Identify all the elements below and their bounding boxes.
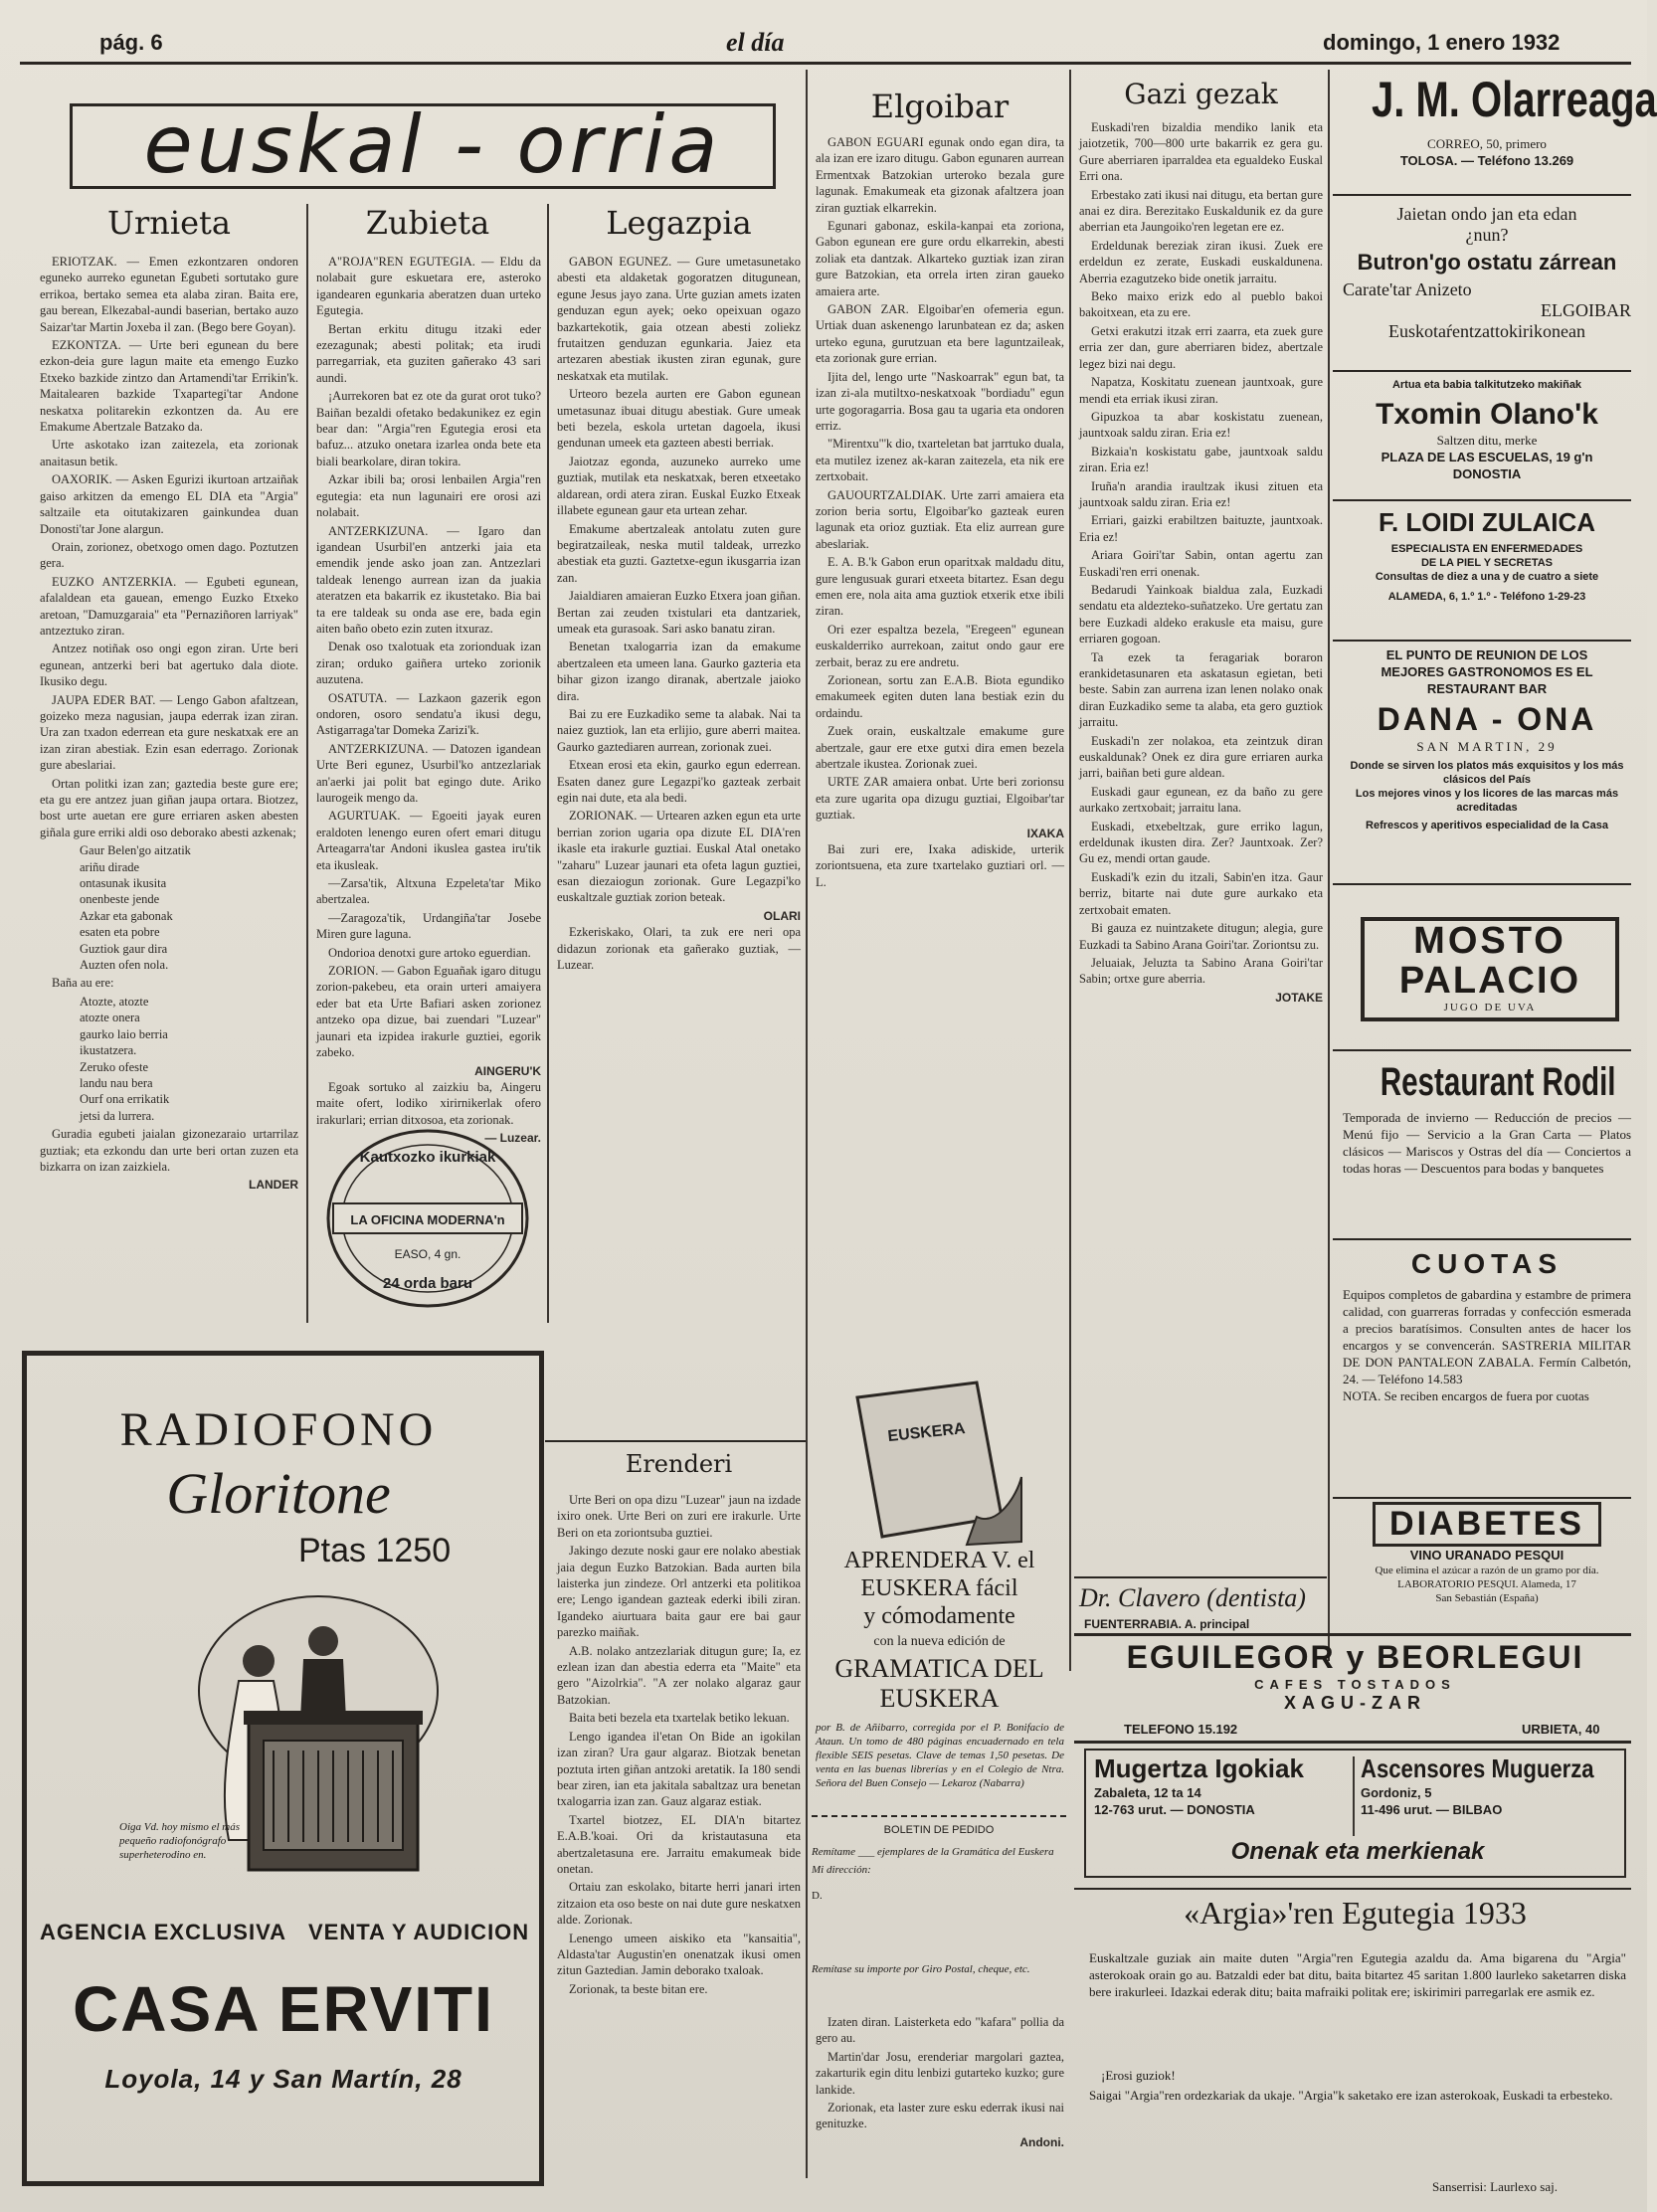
paragraph: E. A. B.'k Gabon erun oparitxak maldadu ditu, gure lengusuak gurari etxeeta bitartez. Esan degu emen ere, nola aita ama guztiok etxerik etxe ibili ziran. <box>816 555 1064 619</box>
olano-line: PLAZA DE LAS ESCUELAS, 19 g'n <box>1381 450 1593 464</box>
ad-line: con la nueva edición de <box>873 1634 1006 1649</box>
paragraph: Egunari gabonaz, eskila-kanpai eta zoriona, Gabon egunean ere gure ordu elkarrekin, abesti zoliak eta dantzak. Alkarteko guztiak izan ziran gure Batzokian, eta orrela irten ziran gaueko amaiera arte. <box>816 219 1064 298</box>
article-title-erenderi: Erenderi <box>625 1450 733 1478</box>
paragraph: Bi gauza ez nuintzakete ditugun; alegia, gure Euzkadi ta Sabino Arana Goiri'tar. Zoriontsu zu. <box>1079 921 1323 952</box>
paragraph: Baita beti bezela eta txartelak betiko lekuan. <box>569 1711 790 1726</box>
butron-line: Euskotaŕentzattokirikonean <box>1388 321 1585 341</box>
column-divider <box>306 204 308 1323</box>
mosto-line: MOSTO <box>1413 920 1566 962</box>
paragraph: Gipuzkoa ta abar koskistatu zuenean, jauntxoak saldu ziran. Eria ez! <box>1079 409 1323 441</box>
paragraph: A.B. nolako antzezlariak ditugun gure; Ia, ez ezlean izan dan abestia ederra eta "Maite" eta gero "Aizolrkia". "A zer nolako algaraz gaur Batzokian. <box>557 1643 801 1707</box>
dana-name: DANA - ONA <box>1377 701 1597 737</box>
paragraph: Bai zu ere Euzkadiko seme ta alabak. Nai ta naiez guztiok, lan eta erlijio, gure aberri maitea. Gaurko gaztediaren aurrean, zorionak zuei. <box>557 706 801 754</box>
mugerza-right <box>1361 1753 1621 1818</box>
paragraph: Euskadi'k ezin du itzali, Sabin'en itza. Gaur berriz, bitarte nai dute gure aurkako eta zertxobait ematen. <box>1079 869 1323 917</box>
paragraph: Bertan erkitu ditugu itzaki eder ezezagunak; abesti politak; eta irudi parregarriak, eta guziten gañerako 43 sari aundi. <box>316 321 541 385</box>
ad-rule <box>1074 1888 1631 1890</box>
paragraph: Txartel biotzez, EL DIA'n bitartez E.A.B.'koai. Ori da kristautasuna eta abertzaletasuna ere. Jarraitu emakumeak bide onetan. <box>557 1812 801 1876</box>
ad-rule <box>1074 1633 1631 1636</box>
article-erenderi-continued <box>816 2014 1064 2193</box>
ad-rule <box>1333 370 1631 372</box>
form-line: Mi dirección: <box>812 1864 871 1876</box>
mosto-line: JUGO DE UVA <box>1443 1002 1537 1014</box>
mugerza-right-line: 11-496 urut. — BILBAO <box>1361 1802 1503 1817</box>
paragraph: Egoak sortuko al zaizkiu ba, Aingeru maite ofert, lodiko xirirnikerlak ofero irakurlari; errian ditxosoa, eta zorionak. <box>316 1079 541 1127</box>
paragraph: Euskadi'ren bizaldia mendiko lanik eta jaiotzetik, 700—800 urte bakarrik ez gera gu. Gure aberriaren iparraldea eta egualdeko Euskal Erri ona. <box>1079 120 1323 184</box>
clavero-ad-address: FUENTERRABIA. A. principal <box>1084 1617 1250 1631</box>
dana-address: SAN MARTIN, 29 <box>1416 739 1558 754</box>
paragraph: Guradia egubeti jaialan gizonezaraio urtarrilaz guztiak; eta ezkondu dan urte beri ortan zuzen eta bizkarra on izan zaizkiela. <box>40 1127 298 1174</box>
ad-rule <box>1333 194 1631 196</box>
paragraph: GABON EGUARI egunak ondo egan dira, ta ala izan ere izaro ditugu. Gabon egunaren aurrean Ermentxak Batzokian urteroko bezala gure lagunak. Emakumeak eta gizonak afaltzera joan ziran guztiak elkarrekin. <box>816 135 1064 215</box>
diabetes-line: VINO URANADO PESQUI <box>1409 1548 1565 1563</box>
order-form <box>812 1815 1066 1996</box>
paragraph: Benetan txalogarria izan da emakume abertzaleen eta umeen lana. Gaurko gazteria eta bihar gizon izango diranak, abertzale jaioko dira. <box>557 640 801 703</box>
ad-rule <box>1333 499 1631 501</box>
dana-line: Refrescos y aperitivos especialidad de la Casa <box>1366 820 1608 831</box>
article-title-urnieta: Urnieta <box>107 204 231 242</box>
issue-date: domingo, 1 enero 1932 <box>1323 30 1561 55</box>
article-legazpia <box>557 254 801 1442</box>
section-rule <box>1074 1576 1327 1578</box>
argia-title: «Argia»'ren Egutegia 1933 <box>1184 1895 1527 1931</box>
paragraph: Denak oso txalotuak eta zorionduak izan ziran; orduko gaiñera urteko zorionik auzutena. <box>316 640 541 687</box>
paragraph: A"ROJA"REN EGUTEGIA. — Eldu da nolabait gure eskuetara ere, asteroko igandearen egunkaria aberatzen duan urteko Egutegia. <box>316 255 541 318</box>
column-divider <box>1069 70 1071 1671</box>
butron-ad <box>1343 204 1631 342</box>
paragraph: Urte askotako izan zaitezela, eta zorionak anaitasun betik. <box>40 438 298 468</box>
ad-rule <box>1333 883 1631 885</box>
olarreaga-ad <box>1343 72 1657 169</box>
paragraph: Bai zuri ere, Ixaka adiskide, urterik zoriontsuena, eta zure txartelako guztiari orl. — L. <box>816 842 1064 889</box>
paragraph: Jakingo dezute noski gaur ere nolako abestiak jaia degun Euzko Batzokian. Bada aurten bila laisterka jun zindeze. Orl antzerki eta politikoa ere; Lengo igandean gazteak ederki ibili ziran. Igandeko aiurtuara baita gaur ere bai gaur parezko maiñak. <box>557 1544 801 1640</box>
article-title-zubieta: Zubieta <box>365 204 490 242</box>
signature: AINGERU'K <box>474 1063 541 1078</box>
butron-line: Carate'tar Anizeto <box>1343 279 1472 299</box>
clavero-ad-name: Dr. Clavero (dentista) <box>1079 1583 1306 1612</box>
casa-erviti-address: Loyola, 14 y San Martín, 28 <box>104 2064 462 2094</box>
paragraph: ANTZERKIZUNA. — Igaro dan igandean Usurbil'en antzerki jaia eta emendik jende asko joan zan. Antzezlari taldeak lenengo aurrean izan da juakia ateratzen eta bakarrik ez ikustetako. Bia bai ta ere taldeak su onda ase ere, bada egin aiten baño obeto ezin zuten itxuraz. <box>316 523 541 636</box>
ad-line: EUSKERA <box>879 1684 1000 1713</box>
mugerza-left-line: 12-763 urut. — DONOSTIA <box>1094 1802 1255 1817</box>
dana-line: Los mejores vinos y los licores de las marcas más acreditadas <box>1355 788 1619 814</box>
argia-text: Euskaltzale guziak ain maite duten "Argia"ren Egutegia azaldu da. Ama bigarena du "Argia" asterokoak orain go au. Batzaldi eder bat ditu, baita bitartez 45 saritan 1.800 laurleko saketarren diska bere irakurleei. Idazkai ederak ditu; baita mafraiki politak ere; iskirimiri parregarlak ere asmik ez. <box>1089 1950 1626 1999</box>
venta-audicion: VENTA Y AUDICION <box>308 1920 530 1944</box>
mugerza-divider <box>1353 1756 1355 1836</box>
paragraph: Euskadi gaur egunean, ez da baño zu gere aurkako zertxobait; jarraitu lana. <box>1079 784 1323 816</box>
butron-line: ELGOIBAR <box>1541 300 1631 320</box>
form-line: Remítame ___ ejemplares de la Gramática del Euskera <box>812 1846 1054 1858</box>
book-title: EUSKERA <box>886 1419 967 1446</box>
argia-line: Saigai "Argia"ren ordezkariak da ukaje. "Argia"k saketako ere izan asterokoak, Euskadi ta erbesteko. <box>1089 2088 1613 2103</box>
paragraph: GABON EGUNEZ. — Gure umetasunetako abesti eta aldaketak gogoratzen ditugunean, egune Jesus jayo zana. Urte guzian amets izaten genduzan egun ayek; oeko opeixuan ogazo bazkartekotik, gaia otzean abesti zoliekz frutaitzen genduzan egunkaria. Jaiez eta artezaren abestiak ikusten ziran egunak, gure neskatxak eta mutilak. <box>557 255 801 383</box>
paragraph: Erbestako zati ikusi nai ditugu, eta bertan gure anai ez dira. Berezitako Euskaldunik ez da gure aberrian eta Jaungoiko'ren legetan ere ez. <box>1079 187 1323 235</box>
paragraph: Iruña'n arandia iraultzak ikusi zituen eta jauntxoak saldu ziran. Eria ez! <box>1079 478 1323 509</box>
ad-rule <box>1333 640 1631 642</box>
dana-ona-ad <box>1343 646 1631 832</box>
form-line: D. <box>812 1890 823 1902</box>
paragraph: URTE ZAR amaiera onbat. Urte beri zorionsu eta zure ugarita opa dizugu guztiai, Elgoibar'tar guztiak. <box>816 775 1064 823</box>
eguilegor-line: CAFES TOSTADOS <box>1254 1677 1456 1692</box>
header-rule <box>20 62 1631 65</box>
mosto-palacio-ad <box>1361 917 1619 1021</box>
dana-line: MEJORES GASTRONOMOS ES EL <box>1381 664 1593 679</box>
mugerza-left-name: Mugertza Igokiak <box>1094 1753 1304 1783</box>
paragraph: Euskadi'n zer nolakoa, eta zeintzuk diran euskaldunak? Onek ez dira gure erriaren aurka jarri, baiñan beti gure aldean. <box>1079 733 1323 781</box>
paragraph: Martin'dar Josu, erenderiar margolari gaztea, zakarturik egin ditu lenbizi gutarteko kuzko; gure lankide. <box>816 2049 1064 2097</box>
eguilegor-line: XAGU-ZAR <box>1284 1693 1426 1713</box>
paragraph: Emakume abertzaleak antolatu zuten gure begiratzaileak, neska mutil taldeak, urrezko abestiak eta guzti. Gaztetxe-egun ikusgarria izan zan. <box>557 521 801 585</box>
signature: IXAKA <box>1026 826 1064 840</box>
mugerza-right-line: Gordoniz, 5 <box>1361 1785 1432 1800</box>
ad-rule <box>1333 1049 1631 1051</box>
article-gazi-gezak <box>1079 119 1323 1571</box>
casa-erviti-name: CASA ERVITI <box>73 1973 494 2045</box>
paragraph: Erdeldunak bereziak ziran ikusi. Zuek ere erdeldun ez zerate, Euskadi euskaldunena. Aberria ezagutzeko bide onetik jarraitu. <box>1079 238 1323 285</box>
paragraph: Ori ezer espaltza bezela, "Eregeen" egunean euskalderriko aurrekoan, zaitut ondo gaur ere zerbait, beraz zu ere andretu. <box>816 622 1064 669</box>
poem: Gaur Belen'go aitzatik ariñu dirade ontasunak ikusita onenbeste jende Azkar eta gabonak esaten eta pobre Guztiok gaur dira Auzten ofen nola. <box>80 843 191 973</box>
signature: JOTAKE <box>1275 990 1323 1005</box>
eguilegor-ad <box>1084 1639 1626 1714</box>
paragraph: EZKONTZA. — Urte beri egunean du bere ezkon-deia gure lagun maite eta emengo Euzko Etxeko bazkide zintzo dan Artamendi'tar Errikin'k. Maitalearen bazkide Txapartegi'tar Andone neskatxa politarekin ezkontzen da. Au ere Emakume Abertzale Batzako da. <box>40 338 298 435</box>
article-title-gazi-gezak: Gazi gezak <box>1124 78 1278 110</box>
article-erenderi <box>557 1492 801 2188</box>
gramatica-ad <box>808 1368 1068 2004</box>
stamp-top-text: Kautxozko ikurkiak <box>359 1149 496 1166</box>
olarreaga-name: J. M. Olarreaga <box>1372 72 1657 127</box>
butron-name: Butron'go ostatu zárrean <box>1357 250 1617 275</box>
paragraph: Lengo igandea il'etan On Bide an igokilan izan ziran? Ura gaur algaraz. Biotzak benetan poztuta irten giñan antzoki aretatik. Ia 180 sendi bear ziren, ian eta jakitala sabaltzaz ura benetan txalogarria izan zan. Gauz algaraz estiak. <box>557 1729 801 1809</box>
loidi-line: ESPECIALISTA EN ENFERMEDADES <box>1390 543 1583 555</box>
paragraph: Azkar ibili ba; orosi lenbailen Argia"ren egutegia: eta nun lagunairi ere orosi azi nolabait. <box>316 472 541 520</box>
page-number: pág. 6 <box>99 30 163 55</box>
article-elgoibar <box>816 134 1064 1348</box>
form-title: BOLETIN DE PEDIDO <box>883 1824 995 1836</box>
diabetes-ad <box>1343 1502 1631 1605</box>
ad-rule <box>1333 1238 1631 1240</box>
dana-line: Donde se sirven los platos más exquisitos y los más clásicos del País <box>1350 760 1624 786</box>
olano-line: Artua eta babia talkitutzeko makiñak <box>1391 379 1582 391</box>
mugerza-left <box>1094 1753 1353 1818</box>
paragraph: Getxi erakutzi itzak erri zaarra, eta zuek gure erria zer dan, gure aberriaren bidez, abertzale legez bizi nai degu. <box>1079 323 1323 371</box>
paragraph: EUZKO ANTZERKIA. — Egubeti egunean, afalaldean eta gauean, emengo Euzko Etxeko aretoan, "Damuzgaraia" eta "Pernaziñoren larriyak" antzeztuko ziran. <box>40 574 298 638</box>
paragraph: Zorionak, eta laster zure esku ederrak ikusi nai genituzke. <box>816 2101 1064 2131</box>
paragraph: OAXORIK. — Asken Egurizi ikurtoan artzaiñak gaiso arkitzen da emengo EL DIA eta "Argia" saltzaile eta oitutakizaren gainkundea duan Donosti'tar Jone alargun. <box>40 472 298 536</box>
article-zubieta <box>316 254 541 1146</box>
paragraph: Ijita del, lengo urte "Naskoarrak" egun bat, ta izan zi-ala mutiltxo-neskatxoak "bordiadu" egun urte gogoragarria. Bosa gau ta ugaria eta ondoren erriz. <box>816 369 1064 433</box>
radiofono-caption: Oiga Vd. hoy mismo el más pequeño radiofonógrafo superheterodino en. <box>119 1821 240 1861</box>
paragraph: —Zarsa'tik, Altxuna Ezpeleta'tar Miko abertzalea. <box>316 876 541 907</box>
mosto-line: PALACIO <box>1398 960 1581 1002</box>
paragraph: —Zaragoza'tik, Urdangiña'tar Josebe Miren gure laguna. <box>316 910 541 942</box>
column-divider <box>1328 70 1330 1661</box>
loidi-line: ALAMEDA, 6, 1.º 1.º - Teléfono 1-29-23 <box>1387 591 1586 603</box>
paragraph: Urteoro bezela aurten ere Gabon egunean umetasunaz ibuai ditugu abestiak. Gure umeak beti bezela, eskola urtetan dagoela, ikusi gendunan umeek eta gazteen abesti berriak. <box>557 387 801 451</box>
agencia-exclusiva: AGENCIA EXCLUSIVA <box>40 1920 287 1944</box>
olano-name: Txomin Olano'k <box>1376 398 1598 431</box>
paragraph: Euskadi, etxebeltzak, gure erriko lagun, erdeldunak ikusten dira. Zer? Jauntxoak. Zer? Gu ez, mendi ortan gaude. <box>1079 819 1323 866</box>
paragraph: Urte Beri on opa dizu "Luzear" jaun na izdade ixiro onek. Urte Beri on zuri ere irakurle. Urte Beri on eta zoriontsuba guztiei. <box>557 1493 801 1540</box>
paragraph: OSATUTA. — Lazkaon gazerik egon ondoren, osoro sendatu'a ikusi degu, Astigarraga'tar Domeka Zarizi'k. <box>316 690 541 738</box>
paragraph: Ta ezek ta feragariak boraron erankidetasunaren eta askatasun egietan, beti beste. Sabin zan aurrena izan lenen nolako onak diran Euzkadiko seme ta alaba, eta gero guztiok jarraitu. <box>1079 649 1323 730</box>
paragraph: Baña au ere: <box>52 976 114 991</box>
paragraph: GABON ZAR. Elgoibar'en ofemeria egun. Urtiak duan askenengo larunbatean ez da; asken urteko eguna, gurutzuan eta bere laguntzaileak, eta zorionak gure errian. <box>816 302 1064 366</box>
stamp-address: EASO, 4 gn. <box>394 1247 461 1261</box>
eguilegor-name: EGUILEGOR y BEORLEGUI <box>1126 1639 1584 1675</box>
cuotas-name: CUOTAS <box>1410 1248 1564 1279</box>
mugerza-slogan: Onenak eta merkienak <box>1230 1838 1485 1865</box>
stamp-bottom-text: 24 orda baru <box>382 1275 473 1292</box>
ad-line: APRENDERA V. el <box>843 1548 1035 1573</box>
paragraph: Zorionean, sortu zan E.A.B. Biota egundiko emakumeek egiten duten lana bestiak ezin du ordaindu. <box>816 673 1064 720</box>
ad-description: por B. de Añibarro, corregida por el P. Bonifacio de Ataun. Un tomo de 480 páginas encuadernado en tela flexible SEIS pesetas. Clave de temas 1,50 pesetas. De venta en las buenas librerías y en el Colegio de Ntra. Señora del Buen Consejo — Lekaroz (Nabarra) <box>816 1722 1064 1789</box>
cuotas-note: NOTA. Se reciben encargos de fuera por cuotas <box>1343 1388 1589 1403</box>
paragraph: Orain, zorionez, obetxogo omen dago. Poztutzen gera. <box>40 539 298 571</box>
section-rule <box>545 1440 806 1442</box>
paragraph: Ondorioa denotxi gure artoko eguerdian. <box>328 945 531 960</box>
cuotas-ad <box>1343 1248 1631 1404</box>
paragraph: Erriari, gaizki erabiltzen baituzte, jauntxoak. Eria ez! <box>1079 513 1323 544</box>
signature: LANDER <box>249 1178 298 1193</box>
dana-line: EL PUNTO DE REUNION DE LOS <box>1385 647 1588 662</box>
eguilegor-address: URBIETA, 40 <box>1522 1722 1600 1737</box>
paragraph: Etxean erosi eta ekin, gaurko egun ederrean. Esaten danez gure Legazpi'ko gazteak zerbait egin nai dute, eta ala bedi. <box>557 758 801 805</box>
dana-line: RESTAURANT BAR <box>1426 681 1548 696</box>
signature: — Luzear. <box>484 1131 541 1146</box>
paper-name: el día <box>726 28 785 57</box>
paragraph: Ariara Goiri'tar Sabin, ontan agertu zan Euskadi'ren erri onenak. <box>1079 548 1323 579</box>
column-divider <box>547 204 549 1323</box>
rodil-name: Restaurant Rodil <box>1380 1060 1616 1104</box>
article-title-legazpia: Legazpia <box>606 204 752 242</box>
paragraph: Izaten diran. Laisterketa edo "kafara" pollia da gero au. <box>816 2015 1064 2046</box>
paragraph: Jaiotzaz egonda, auzuneko aurreko ume guztiak, mutilak eta neskatxak, beren etxeetako aldarean, ordi atera ziran. Euskal Euzko Etxeak illabete egunean gaur eta urtean zehar. <box>557 454 801 518</box>
loidi-ad <box>1343 507 1631 604</box>
paragraph: ¡Aurrekoren bat ez ote da gurat orot tuko? Baiñan bezaldi ofetako bedakunikez ez egin bear dan: "Argia"ren Egutegia erosi eta bafuz... atzuko onetara izarlea onda bete eta biali bearkolare, diran tokira. <box>316 389 541 468</box>
olano-ad <box>1343 378 1631 482</box>
rodil-text: Temporada de invierno — Reducción de precios — Menú fijo — Servicio a la Gran Carta — Platos clásicos — Mariscos y Ostras del día — Conciertos a todas horas — Descuentos para bodas y banquetes <box>1343 1110 1631 1176</box>
argia-signature: Sanserrisi: Laurlexo saj. <box>1432 2179 1558 2194</box>
paragraph: Antzez notiñak oso ongi egon ziran. Urte beri egunean, antzerki beri bat agertuko dala diote. Ikusiko degu. <box>40 642 298 689</box>
diabetes-name: DIABETES <box>1373 1502 1601 1547</box>
paragraph: Beko maixo erizk edo al pueblo bakoi bakoitxean, eta zu ere. <box>1079 289 1323 320</box>
kautxozko-stamp-ad <box>318 1124 537 1313</box>
form-line: Remítase su importe por Giro Postal, cheque, etc. <box>812 1963 1030 1975</box>
olarreaga-line: CORREO, 50, primero <box>1427 136 1547 151</box>
section-title: euskal - orria <box>143 98 722 191</box>
signature: OLARI <box>763 908 801 923</box>
paragraph: Ezkeriskako, Olari, ta zuk ere neri opa didazun zorionak eta gañerako guztiak, — Luzear. <box>557 925 801 973</box>
olarreaga-line: TOLOSA. — Teléfono 13.269 <box>1399 153 1574 168</box>
stamp-middle-text: LA OFICINA MODERNA'n <box>350 1212 505 1227</box>
olano-line: DONOSTIA <box>1452 466 1522 481</box>
poem: Atozte, atozte atozte onera gaurko laio berria ikustatzera. Zeruko ofeste landu nau bera Ourf ona errikatik jetsi da lurrera. <box>80 994 170 1123</box>
loidi-line: Consultas de diez a una y de cuatro a siete <box>1375 571 1599 583</box>
paragraph: JAUPA EDER BAT. — Lengo Gabon afaltzean, goizeko meza nagusian, jaupa ederrak izan ziran. Ura zan txadon ederrean eta gure neskatxak ere an izan ziran abestiak. Ezin esan ederrago. Zorionak gure abeslariai. <box>40 692 298 773</box>
paragraph: AGURTUAK. — Egoeiti jayak euren eraldoten lenengo euren ofert emari ditugu Arteagarra'tar Andoni ikuslea gastea iru'tik eta ikusleak. <box>316 809 541 872</box>
paragraph: Zorionak, ta beste bitan ere. <box>569 1981 708 1996</box>
radiofono-price: Ptas 1250 <box>298 1532 452 1569</box>
paragraph: Bedarudi Yainkoak bialdua zala, Euzkadi sendatu eta aldezteko-suñatzeko. Ure gertatu zan bere Euzkadi aldeko erakusle eta maisu, gure erriaren gogoan. <box>1079 582 1323 646</box>
diabetes-line: San Sebastián (España) <box>1435 1592 1539 1604</box>
radiofono-title: RADIOFONO <box>119 1403 438 1456</box>
signature: Andoni. <box>1019 2134 1064 2149</box>
ad-line: EUSKERA fácil <box>860 1575 1018 1601</box>
article-urnieta <box>40 254 298 1308</box>
mugerza-right-name: Ascensores Muguerza <box>1361 1753 1594 1783</box>
article-title-elgoibar: Elgoibar <box>870 88 1010 125</box>
diabetes-line: Que elimina el azúcar a razón de un gramo por día. LABORATORIO PESQUI. Alameda, 17 <box>1375 1565 1599 1590</box>
paragraph: Ortan politki izan zan; gaztedia beste gure ere; eta gu ere antzez juan giñan jaupa ortara. Biotzez, bost urte auetan ere gure erriaren asken abesten giñala gure erriki aldi oso deborako abesti azkenak; <box>40 776 298 839</box>
paragraph: Jeluaiak, Jeluzta ta Sabino Arana Goiri'tar Sabin; ortxe gure aberria. <box>1079 955 1323 987</box>
butron-line: Jaietan ondo jan eta edan <box>1396 204 1577 224</box>
paragraph: ZORIONAK. — Urtearen azken egun eta urte berrian zorion ugaria opa dizute EL DIA'ren ikasle eta irakurle guztiai. Euskal Atal onetako "zaharu" Luzear jaunari eta ofeta lagun guztiei, esan diezaiogun zorionak. Gure Legazpi'ko euskaltzale guztiak zorion beteak. <box>557 809 801 905</box>
paragraph: Jaialdiaren amaieran Euzko Etxera joan giñan. Bertan zai zeuden txistulari eta dantzariek, umeak eta gurasoak. Sari asko banatu ziran. <box>557 589 801 636</box>
loidi-line: DE LA PIEL Y SECRETAS <box>1420 557 1554 569</box>
rodil-ad <box>1343 1059 1631 1177</box>
paragraph: ANTZERKIZUNA. — Datozen igandean Urte Beri egunez, Usurbil'ko antzezlariak an'aerki jai polit bat egingo dute. Ariko laurogeik mengo da. <box>316 741 541 805</box>
paragraph: ZORION. — Gabon Eguañak igaro ditugu zorion-pakebeu, eta orain urteri amaiyera eder bat eta Urte Bafiari asken zorionez antzeko opa dizue, bai zuendari "Luzear" jaunari eta izpidea irakurle guztiei, egorik zabeko. <box>316 964 541 1060</box>
paragraph: GAUOURTZALDIAK. Urte zarri amaiera eta zorion beria sortu, Elgoibar'ko gazteak euren lagunak eta orioz guztiak. Eta eliz aurrean gure abeslariak. <box>816 487 1064 551</box>
paragraph: "Mirentxu"'k dio, txarteletan bat jarrtuko duala, eta mutilez izenez ak-karan zaitezela, eta nik ere zertxobait. <box>816 437 1064 484</box>
book-hand-illustration <box>828 1378 1026 1547</box>
butron-line: ¿nun? <box>1465 225 1509 245</box>
olano-line: Saltzen ditu, merke <box>1436 433 1538 448</box>
ad-rule <box>1333 1497 1631 1499</box>
paragraph: ERIOTZAK. — Emen ezkontzaren ondoren eguneko aurreko egunetan Egubeti sortutako gure errikoa, bertako semea eta alaba ziran. Baita ere, gau berean, Elkezabal-aundi baserian, bertako auzo Saizar'tar Martin Joxeba il zan. (Bego bere Goyan). <box>40 255 298 334</box>
eguilegor-phone: TELEFONO 15.192 <box>1124 1722 1238 1737</box>
paragraph: Bizkaia'n koskistatu gabe, jauntxoak saldu ziran. Eria ez! <box>1079 444 1323 475</box>
radiofono-brand: Gloritone <box>166 1461 391 1526</box>
paragraph: Napatza, Koskitatu zuenean jauntxoak, gure mendi eta erriak ikusi ziran. <box>1079 375 1323 406</box>
paragraph: Lenengo umeen aiskiko eta "kansaitia", Aldasta'tar Augustin'en onenatzak ikusi omen zitun Gaztedian. Jamin deborako txaloak. <box>557 1931 801 1978</box>
ad-line: y cómodamente <box>863 1603 1015 1629</box>
paragraph: Ortaiu zan eskolako, bitarte herri janari irten zitzaion eta oso beste on nai dute gure neskatxen alde. Zorionak. <box>557 1880 801 1928</box>
argia-line: ¡Erosi guziok! <box>1101 2068 1176 2083</box>
ad-line: GRAMATICA DEL <box>834 1654 1044 1683</box>
ad-rule <box>1074 1741 1631 1744</box>
loidi-name: F. LOIDI ZULAICA <box>1378 507 1596 537</box>
mugerza-left-line: Zabaleta, 12 ta 14 <box>1094 1785 1201 1800</box>
cuotas-text: Equipos completos de gabardina y estambre de primera calidad, con guarreras forradas y confección esmerada a precios baratísimos. Consulten antes de hacer los encargos y se convencerán. SASTRERIA MILITAR DE DON PANTALEON ZABALA. Fermín Calbetón, 24. — Teléfono 14.583 <box>1343 1287 1631 1386</box>
paragraph: Zuek orain, euskaltzale emakume gure abertzale, gaur ere etxe gutxi dira emen bezela abertzale ikustea. Zorionak zuei. <box>816 724 1064 772</box>
